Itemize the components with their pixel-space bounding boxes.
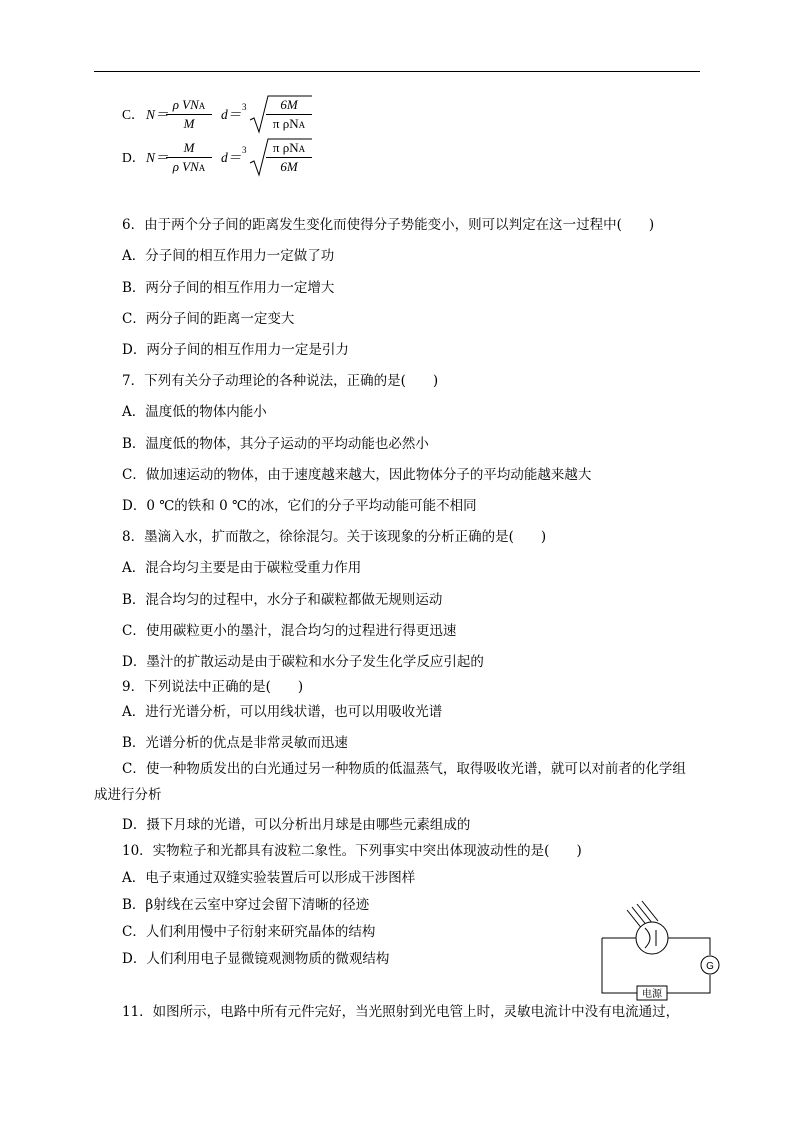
d-fraction: π ρNA 6M: [266, 140, 312, 175]
power-source-label: 电源: [642, 989, 662, 1000]
q10-option-d: D．人们利用电子显微镜观测物质的微观结构: [122, 951, 390, 967]
q7-option-b: B．温度低的物体，其分子运动的平均动能也必然小: [122, 436, 429, 452]
d-equals: d＝: [221, 150, 242, 165]
galvanometer-label: G: [706, 961, 714, 972]
question-10-stem: 10．实物粒子和光都具有波粒二象性。下列事实中突出体现波动性的是( ): [122, 843, 582, 859]
q6-option-c: C．两分子间的距离一定变大: [122, 311, 295, 327]
q8-option-a: A．混合均匀主要是由于碳粒受重力作用: [122, 560, 362, 576]
q7-option-d: D．0 ℃的铁和 0 ℃的冰，它们的分子平均动能可能不相同: [122, 498, 477, 514]
q10-option-b: B．β射线在云室中穿过会留下清晰的径迹: [122, 897, 370, 913]
question-11-stem: 11．如图所示，电路中所有元件完好，当光照射到光电管上时，灵敏电流计中没有电流通过，: [122, 1004, 680, 1020]
photocell-icon: [636, 922, 668, 954]
question-7-stem: 7．下列有关分子动理论的各种说法，正确的是( ): [122, 373, 439, 389]
n-equals: N＝: [146, 107, 169, 122]
q9-option-d: D．摄下月球的光谱，可以分析出月球是由哪些元素组成的: [122, 817, 471, 833]
option-label: C．: [122, 107, 145, 122]
q9-option-c-continued: 成进行分析: [94, 787, 162, 803]
option-label: D．: [122, 150, 146, 165]
question-8-stem: 8．墨滴入水，扩而散之，徐徐混匀。关于该现象的分析正确的是( ): [122, 529, 547, 545]
q9-option-c: C．使一种物质发出的白光通过另一种物质的低温蒸气，取得吸收光谱，就可以对前者的化学组: [122, 761, 686, 777]
n-fraction: M ρ VNA: [166, 140, 212, 175]
q10-option-a: A．电子束通过双缝实验装置后可以形成干涉图样: [122, 870, 416, 886]
q9-option-a: A．进行光谱分析，可以用线状谱，也可以用吸收光谱: [122, 704, 443, 720]
n-equals: N＝: [146, 150, 169, 165]
q10-option-c: C．人们利用慢中子衍射来研究晶体的结构: [122, 924, 376, 940]
q9-option-b: B．光谱分析的优点是非常灵敏而迅速: [122, 735, 348, 751]
q8-option-b: B．混合均匀的过程中，水分子和碳粒都做无规则运动: [122, 592, 443, 608]
d-fraction: 6M π ρNA: [266, 97, 312, 132]
root-index: 3: [242, 145, 247, 155]
q8-option-c: C．使用碳粒更小的墨汁，混合均匀的过程进行得更迅速: [122, 623, 457, 639]
n-fraction: ρ VNA M: [166, 97, 212, 132]
q7-option-c: C．做加速运动的物体，由于速度越来越大，因此物体分子的平均动能越来越大: [122, 467, 592, 483]
q6-option-d: D．两分子间的相互作用力一定是引力: [122, 342, 349, 358]
q8-option-d: D．墨汁的扩散运动是由于碳粒和水分子发生化学反应引起的: [122, 654, 484, 670]
photoelectric-circuit-diagram: [597, 898, 721, 1002]
question-6-stem: 6．由于两个分子间的距离发生变化而使得分子势能变小，则可以判定在这一过程中( ): [122, 217, 655, 233]
q6-option-b: B．两分子间的相互作用力一定增大: [122, 280, 335, 296]
q6-option-a: A．分子间的相互作用力一定做了功: [122, 248, 335, 264]
header-rule: [94, 71, 700, 72]
q7-option-a: A．温度低的物体内能小: [122, 404, 267, 420]
d-equals: d＝: [221, 107, 242, 122]
question-9-stem: 9．下列说法中正确的是( ): [122, 679, 304, 695]
root-index: 3: [242, 102, 247, 112]
